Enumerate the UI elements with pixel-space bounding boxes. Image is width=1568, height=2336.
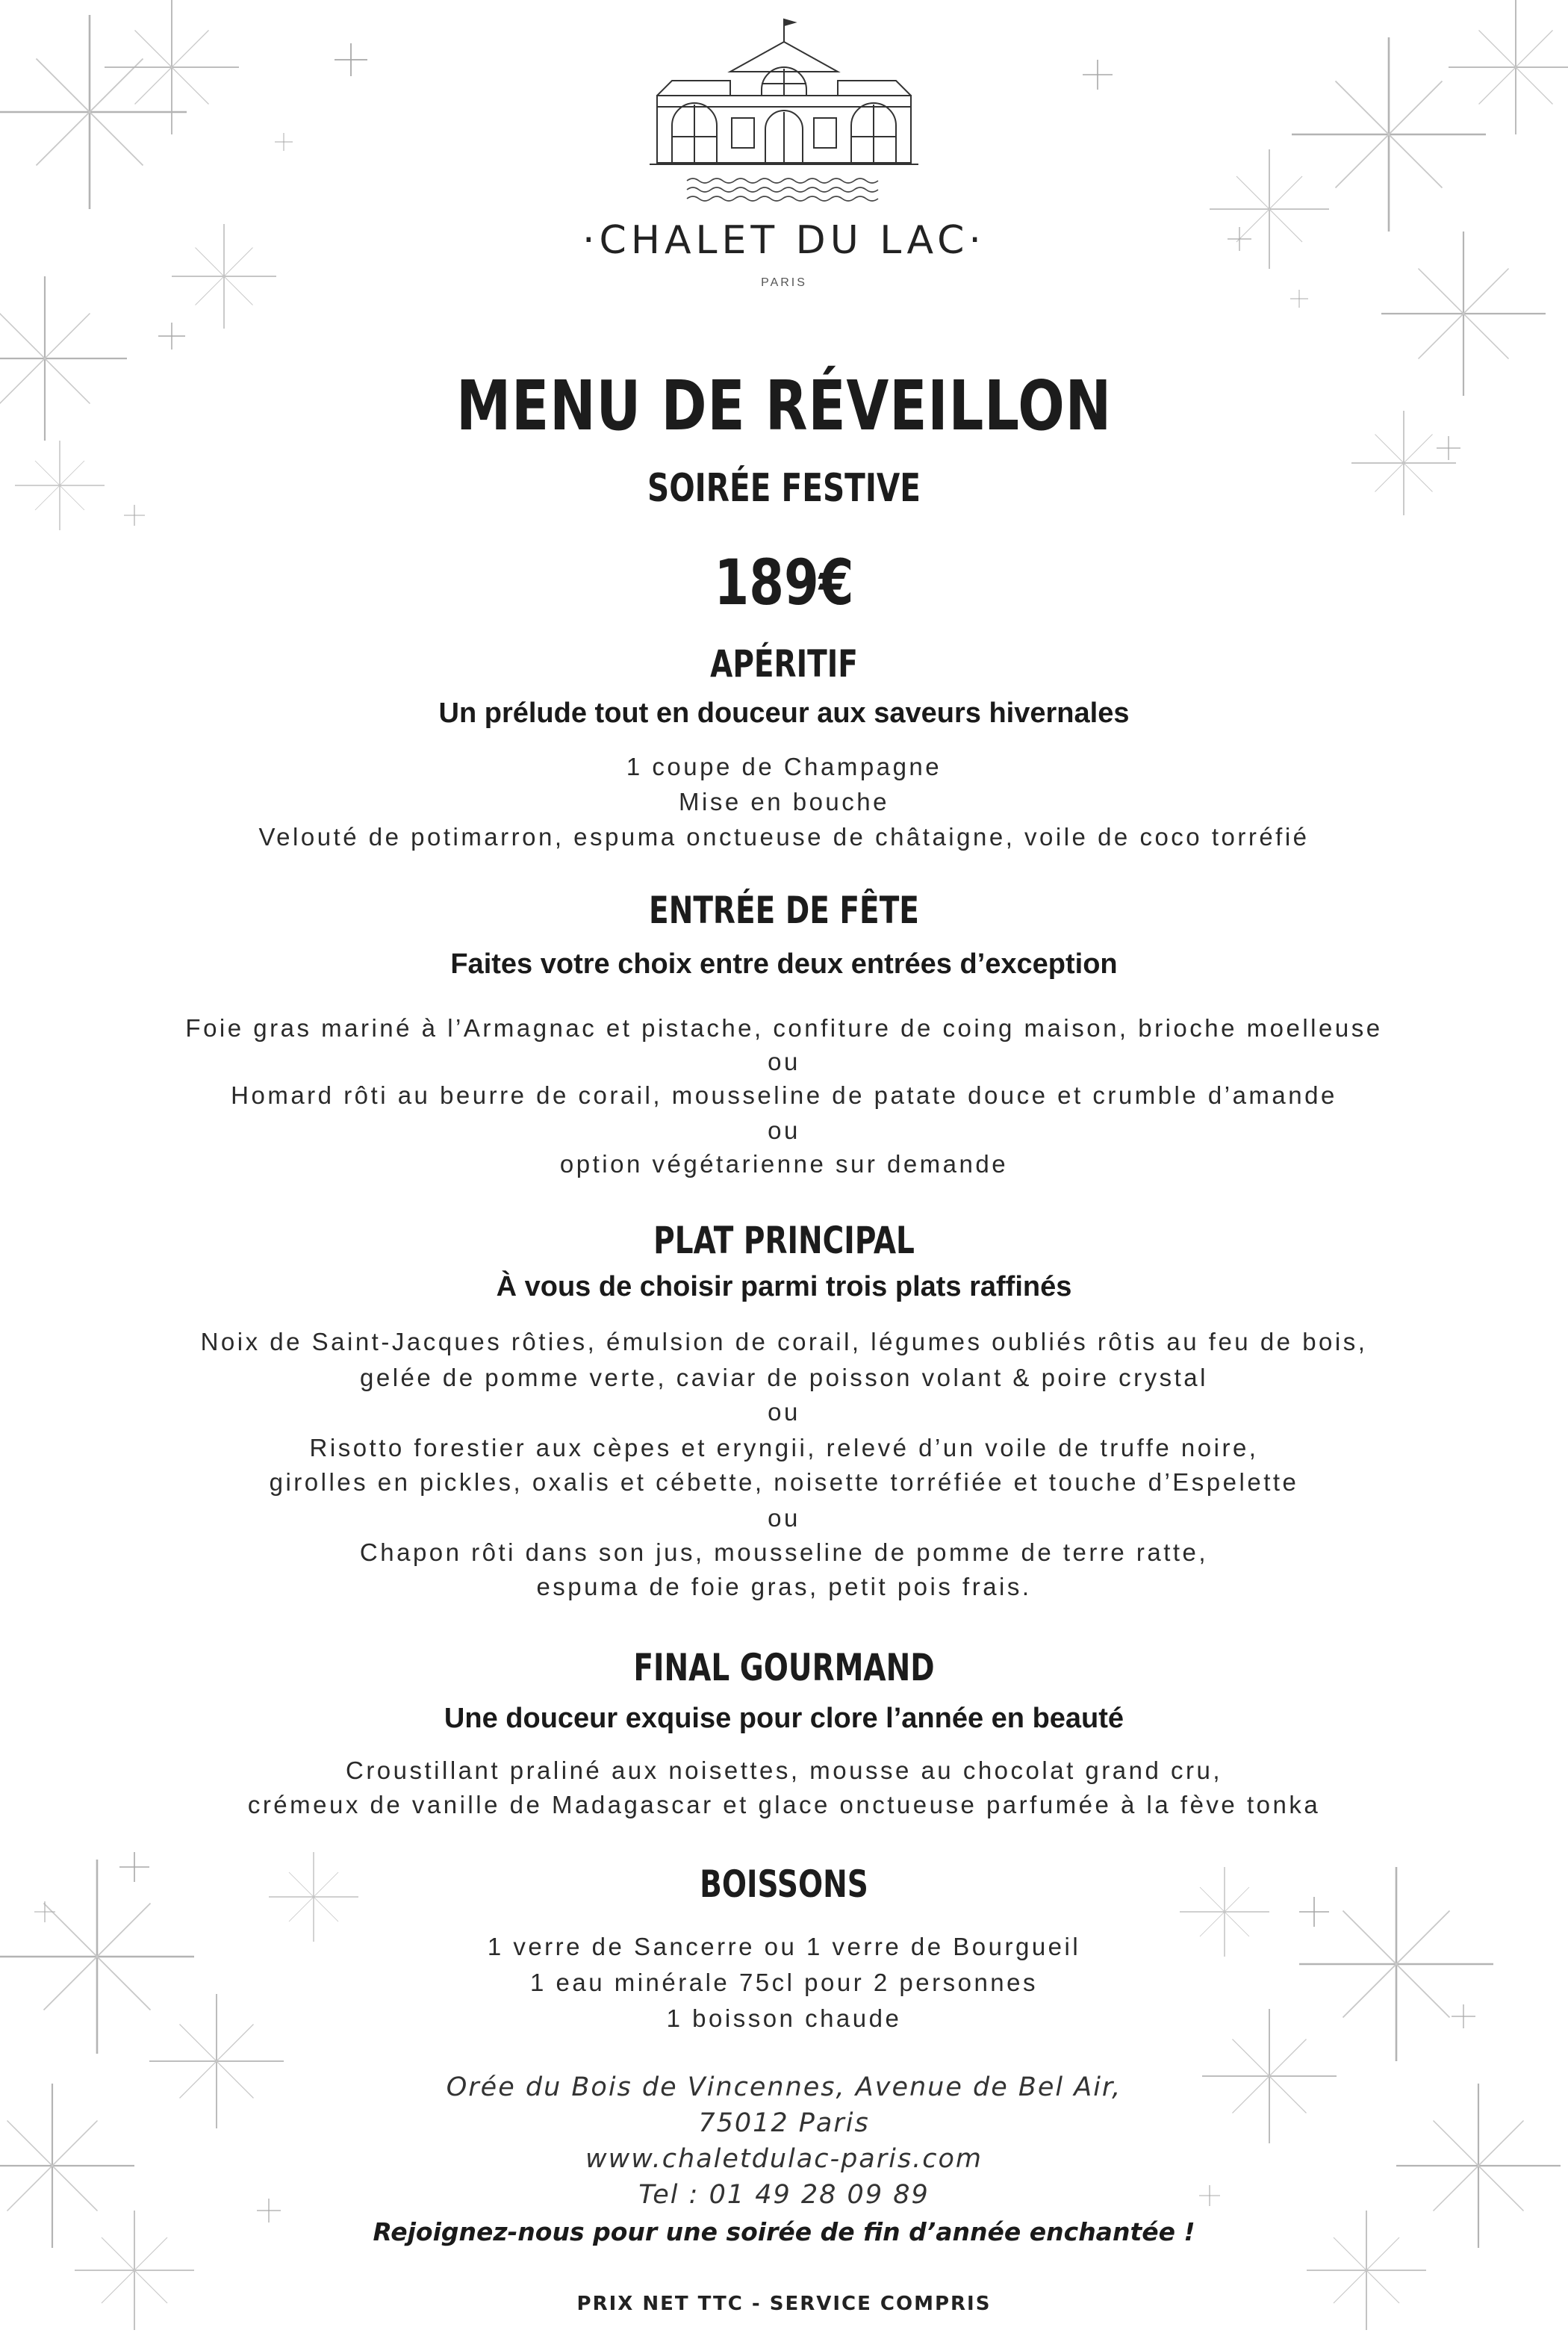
menu-item: Chapon rôti dans son jus, mousseline de pomme de terre ratte, <box>359 1538 1209 1566</box>
menu-item: Velouté de potimarron, espuma onctueuse de châtaigne, voile de coco torréfié <box>258 823 1310 851</box>
menu-item: ou <box>768 1048 800 1075</box>
footer-note: PRIX NET TTC - SERVICE COMPRIS <box>576 2293 992 2315</box>
contact-phone: Tel : 01 49 28 09 89 <box>638 2180 930 2210</box>
menu-subtitle: SOIRÉE FESTIVE <box>647 466 921 511</box>
menu-title: MENU DE RÉVEILLON <box>455 366 1112 446</box>
section-title-plat: PLAT PRINCIPAL <box>653 1219 915 1262</box>
brand-city: PARIS <box>761 276 807 289</box>
menu-item: Noix de Saint-Jacques rôties, émulsion de corail, légumes oubliés rôtis au feu de bois, <box>200 1328 1368 1355</box>
menu-item: 1 verre de Sancerre ou 1 verre de Bourgueil <box>487 1933 1081 1960</box>
menu-item: girolles en pickles, oxalis et cébette, noisette torréfiée et touche d’Espelette <box>269 1468 1299 1496</box>
menu-item: Risotto forestier aux cèpes et eryngii, relevé d’un voile de truffe noire, <box>309 1434 1259 1461</box>
section-tagline-entree: Faites votre choix entre deux entrées d’exception <box>450 948 1118 980</box>
menu-item: 1 boisson chaude <box>666 2004 902 2032</box>
menu-item: ou <box>768 1504 800 1532</box>
contact-website-link[interactable]: www.chaletdulac-paris.com <box>585 2144 983 2174</box>
section-title-aperitif: APÉRITIF <box>710 642 858 686</box>
menu-item: gelée de pomme verte, caviar de poisson volant & poire crystal <box>360 1364 1208 1391</box>
menu-item: crémeux de vanille de Madagascar et glace onctueuse parfumée à la fève tonka <box>247 1791 1321 1818</box>
menu-item: Croustillant praliné aux noisettes, mousse au chocolat grand cru, <box>345 1756 1222 1784</box>
menu-item: espuma de foie gras, petit pois frais. <box>536 1573 1032 1600</box>
menu-item: ou <box>768 1116 800 1144</box>
menu-item: 1 coupe de Champagne <box>626 753 942 780</box>
menu-item: Mise en bouche <box>679 788 889 816</box>
section-title-final: FINAL GOURMAND <box>633 1646 935 1689</box>
section-tagline-aperitif: Un prélude tout en douceur aux saveurs hivernales <box>438 698 1130 729</box>
section-title-entree: ENTRÉE DE FÊTE <box>649 889 919 932</box>
menu-item: Foie gras mariné à l’Armagnac et pistache, confiture de coing maison, brioche moelleuse <box>185 1014 1383 1042</box>
menu-item: option végétarienne sur demande <box>559 1150 1009 1178</box>
menu-price: 189€ <box>714 546 854 619</box>
contact-address-line1: Orée du Bois de Vincennes, Avenue de Bel Air, <box>446 2072 1122 2102</box>
menu-item: Homard rôti au beurre de corail, mousseline de patate douce et crumble d’amande <box>231 1081 1337 1109</box>
brand-name: ·CHALET DU LAC· <box>582 218 986 263</box>
menu-item: ou <box>768 1398 800 1426</box>
contact-invitation: Rejoignez-nous pour une soirée de fin d’année enchantée ! <box>373 2217 1195 2246</box>
contact-address-line2: 75012 Paris <box>698 2108 870 2138</box>
section-tagline-final: Une douceur exquise pour clore l’année en beauté <box>444 1703 1124 1734</box>
section-tagline-plat: À vous de choisir parmi trois plats raffinés <box>496 1271 1072 1302</box>
menu-item: 1 eau minérale 75cl pour 2 personnes <box>529 1969 1039 1996</box>
section-title-boissons: BOISSONS <box>700 1863 868 1906</box>
menu-content <box>45 0 1523 2336</box>
